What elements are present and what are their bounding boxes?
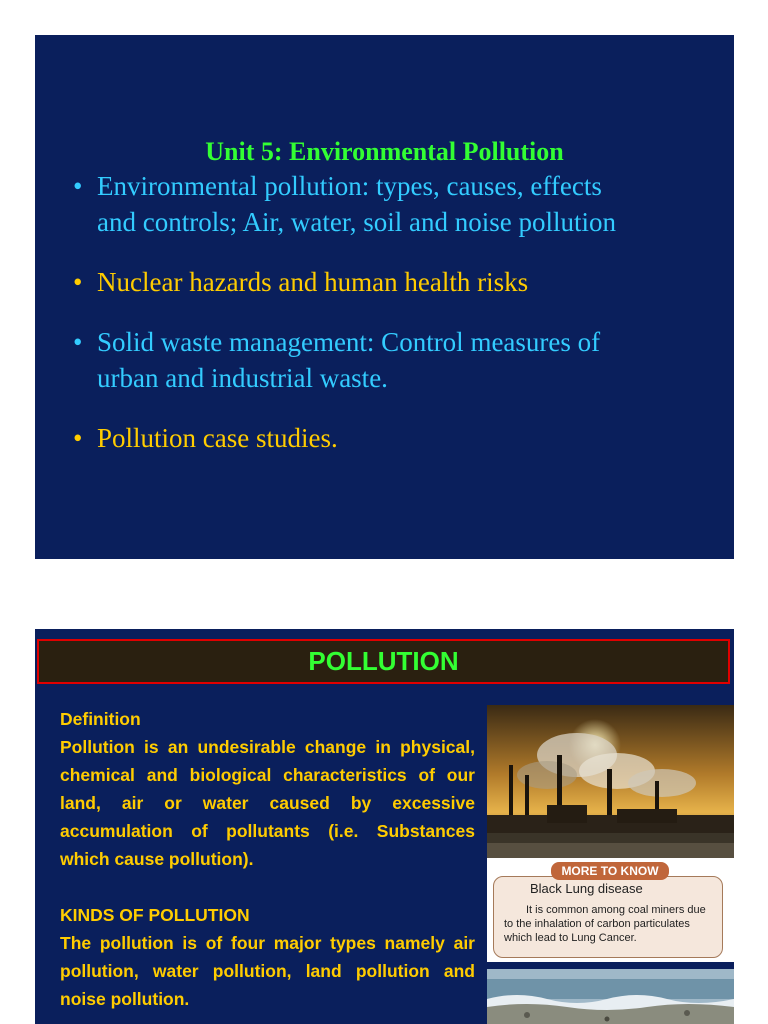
definition-text: Pollution is an undesirable change in physical, chemical and biological characteristics of our land, air or water caused by excessive accumulation of pollutants (i.e. Substances which cause pollution). (60, 737, 475, 869)
more-to-know-body: It is common among coal miners due to the inhalation of carbon particulates which lead to Lung Cancer. (504, 904, 706, 944)
slide-pollution (35, 629, 734, 1024)
bullet-text: Pollution case studies. (97, 423, 338, 453)
definition-section (60, 705, 475, 1013)
more-to-know-box (487, 858, 734, 962)
bullet-dot-icon: • (73, 267, 83, 297)
bullet-text: Environmental pollution: types, causes, effects (97, 171, 602, 201)
factory-smoke-image (487, 705, 734, 858)
bullet-text: Solid waste management: Control measures of (97, 327, 601, 357)
more-to-know-panel (493, 876, 723, 958)
bullet-item (73, 168, 713, 240)
bullet-dot-icon: • (73, 171, 83, 201)
bullet-list (73, 168, 713, 456)
bullet-item (73, 420, 713, 456)
bullet-dot-icon: • (73, 423, 83, 453)
bullet-text-continued: urban and industrial waste. (97, 363, 388, 393)
bullet-item (73, 264, 713, 300)
polluted-beach-image (487, 969, 734, 1024)
more-to-know-title: Black Lung disease (530, 881, 643, 896)
definition-heading: Definition (60, 709, 141, 729)
bullet-dot-icon: • (73, 327, 83, 357)
slide-title: Unit 5: Environmental Pollution (205, 137, 564, 166)
slide-title: POLLUTION (308, 646, 459, 676)
kinds-heading: KINDS OF POLLUTION (60, 905, 250, 925)
bullet-text: Nuclear hazards and human health risks (97, 267, 529, 297)
bullet-text-continued: and controls; Air, water, soil and noise pollution (97, 207, 617, 237)
slide-unit-5 (35, 35, 734, 559)
slide-title-bar (37, 639, 730, 684)
kinds-text: The pollution is of four major types namely air pollution, water pollution, land pollution and noise pollution. (60, 933, 475, 1009)
more-to-know-label: MORE TO KNOW (551, 862, 669, 880)
bullet-item (73, 324, 713, 396)
